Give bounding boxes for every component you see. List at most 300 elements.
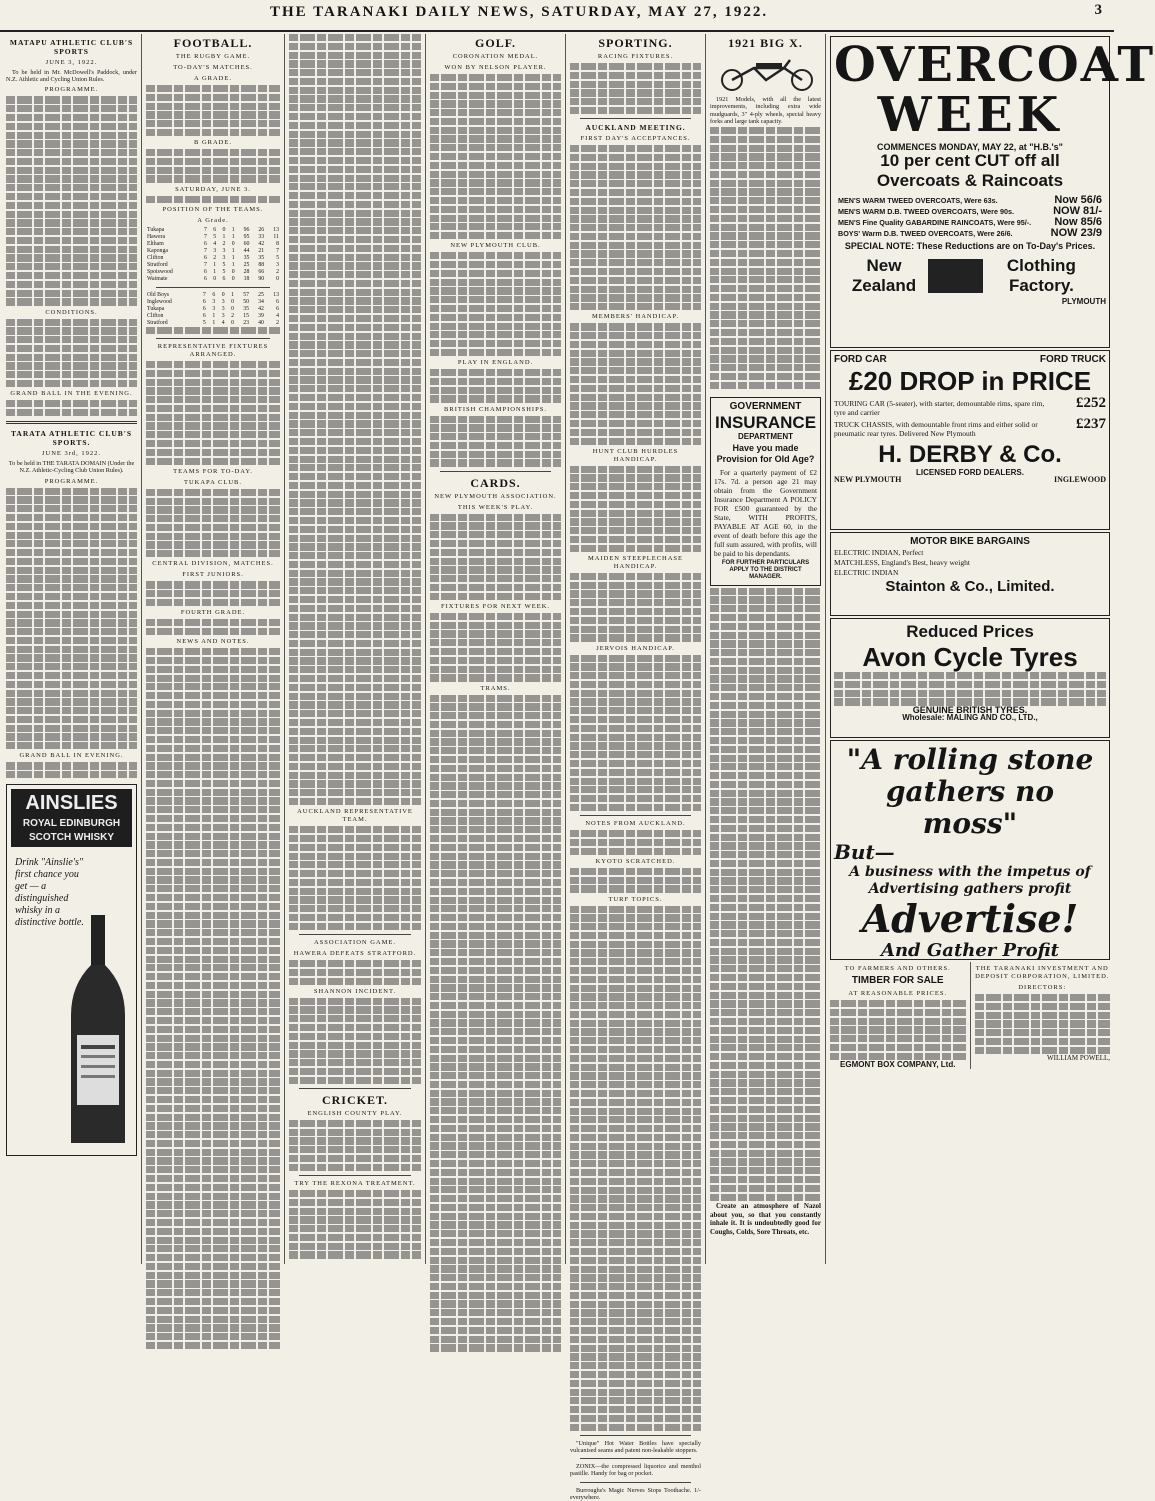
text-line [146, 94, 280, 101]
text-line [146, 1078, 280, 1085]
text-line [570, 707, 701, 714]
text-line [289, 960, 421, 967]
text-line [6, 254, 137, 261]
text-line [430, 1248, 561, 1255]
text-line [6, 698, 137, 705]
text-line [430, 451, 561, 458]
text-line [289, 183, 421, 190]
text-line [570, 923, 701, 930]
text-line [289, 1033, 421, 1040]
text-line [146, 727, 280, 734]
table-row: Tukapa 7 6 0 1 96 26 13 [147, 226, 279, 233]
text-line [570, 63, 701, 70]
this-weeks-play: THIS WEEK'S PLAY. [457, 503, 534, 511]
text-line [6, 690, 137, 697]
avon-cycle-tyres: Avon Cycle Tyres [862, 642, 1078, 672]
text-line [146, 929, 280, 936]
text-line [710, 658, 821, 665]
text-line [710, 268, 821, 275]
big-x-intro: 1921 Models, with all the latest improvements, including extra wide mudguards, 3" 4-ply wheels, special heavy forks and large tank capacity. [710, 96, 821, 125]
text-line [146, 1342, 280, 1349]
text-line [289, 420, 421, 427]
text-line [430, 162, 561, 169]
text-line [6, 246, 137, 253]
text-line [289, 1234, 421, 1241]
text-line [570, 420, 701, 427]
text-line [6, 619, 137, 626]
text-line [570, 698, 701, 705]
text-line [430, 416, 561, 423]
text-line [570, 1072, 701, 1079]
text-line [289, 763, 421, 770]
text-line [146, 912, 280, 919]
text-line [430, 575, 561, 582]
genuine-british: GENUINE BRITISH TYRES. [912, 705, 1028, 716]
text-line [710, 746, 821, 753]
text-line [710, 1053, 821, 1060]
text-line [430, 1327, 561, 1334]
text-line [570, 89, 701, 96]
text-line [289, 526, 421, 533]
text-line [570, 1064, 701, 1071]
cricket-heading: CRICKET. [321, 1092, 389, 1107]
text-line [146, 868, 280, 875]
text-line [289, 148, 421, 155]
text-line [570, 350, 701, 357]
text-line [289, 306, 421, 313]
text-line [289, 640, 421, 647]
text-line [710, 1062, 821, 1069]
text-line [430, 756, 561, 763]
text-line [146, 1263, 280, 1270]
text-line [146, 982, 280, 989]
text-line [975, 1003, 1111, 1010]
text-line [570, 1222, 701, 1229]
timber-ad [830, 962, 966, 1069]
text-line [289, 543, 421, 550]
derby-name: H. DERBY & Co. [878, 441, 1062, 468]
text-line [289, 798, 421, 805]
text-line [6, 558, 137, 565]
text-line [710, 755, 821, 762]
text-line [710, 145, 821, 152]
text-line [430, 1055, 561, 1062]
text-line [146, 947, 280, 954]
text-line [570, 510, 701, 517]
matapu-ball: GRAND BALL IN THE EVENING. [10, 390, 133, 398]
text-line [570, 341, 701, 348]
text-line [289, 1059, 421, 1066]
text-line [6, 637, 137, 644]
text-line [6, 611, 137, 618]
text-line [146, 692, 280, 699]
text-line [710, 1044, 821, 1051]
text-line [146, 1008, 280, 1015]
text-line [6, 654, 137, 661]
text-line [710, 816, 821, 823]
text-line [6, 298, 137, 305]
text-line [289, 826, 421, 833]
text-line [710, 790, 821, 797]
jervois-handicap: JERVOIS HANDICAP. [596, 644, 675, 652]
text-line [570, 778, 701, 785]
text-line [710, 197, 821, 204]
text-line [430, 296, 561, 303]
text-line [570, 655, 701, 662]
text-line [289, 888, 421, 895]
column-golf-cards [426, 34, 566, 1264]
maling-wholesale: Wholesale: MALING AND CO., LTD., [902, 713, 1038, 723]
text-line [710, 1009, 821, 1016]
text-line [710, 667, 821, 674]
text-line [430, 1186, 561, 1193]
text-line [6, 114, 137, 121]
text-line [570, 1327, 701, 1334]
column-sports-notices [2, 34, 142, 1264]
text-line [830, 1009, 966, 1016]
text-line [430, 1098, 561, 1105]
insurance-foot: FOR FURTHER PARTICULARS APPLY TO THE DISTRICT MANAGER. [721, 560, 810, 581]
text-line [430, 666, 561, 673]
text-line [430, 252, 561, 259]
text-line [430, 514, 561, 521]
text-line [289, 517, 421, 524]
text-line [146, 149, 280, 156]
text-line [570, 1239, 701, 1246]
text-line [6, 281, 137, 288]
text-line [430, 747, 561, 754]
text-line [146, 771, 280, 778]
text-line [570, 1406, 701, 1413]
but-word: But— [834, 840, 895, 864]
text-line [570, 474, 701, 481]
text-line [289, 166, 421, 173]
text-line [570, 72, 701, 79]
text-line [570, 215, 701, 222]
nazol-ad: Create an atmosphere of Nazol about you, so that you constantly inhale it. It is undoubtedly good for Coughs, Colds, Sore Throats, etc. [710, 1202, 821, 1236]
text-line [289, 998, 421, 1005]
text-line [6, 488, 137, 495]
text-line [430, 791, 561, 798]
text-line [710, 834, 821, 841]
text-line [289, 87, 421, 94]
text-line [570, 617, 701, 624]
text-line [570, 107, 701, 114]
text-line [6, 336, 137, 343]
text-line [289, 914, 421, 921]
text-line [430, 153, 561, 160]
text-line [430, 433, 561, 440]
text-line [570, 760, 701, 767]
text-line [6, 202, 137, 209]
text-line [430, 870, 561, 877]
text-line [570, 1318, 701, 1325]
text-line [289, 104, 421, 111]
text-line [570, 294, 701, 301]
text-line [289, 447, 421, 454]
text-line [289, 780, 421, 787]
text-line [289, 359, 421, 366]
text-line [570, 932, 701, 939]
column-big-x [706, 34, 826, 1264]
text-line [289, 456, 421, 463]
text-line [430, 1257, 561, 1264]
text-line [6, 237, 137, 244]
text-line [710, 1115, 821, 1122]
text-line [570, 958, 701, 965]
text-line [710, 338, 821, 345]
text-line [146, 718, 280, 725]
text-line [710, 180, 821, 187]
text-line [710, 127, 821, 134]
text-line [570, 1037, 701, 1044]
text-line [430, 179, 561, 186]
fourth-grade: FOURTH GRADE. [180, 609, 246, 617]
text-line [570, 198, 701, 205]
nz-clothing-row [834, 254, 1106, 298]
text-line [570, 545, 701, 552]
text-line [430, 639, 561, 646]
text-line [289, 60, 421, 67]
text-line [289, 192, 421, 199]
text-line [430, 879, 561, 886]
text-line [146, 745, 280, 752]
text-line [430, 782, 561, 789]
text-line [975, 1047, 1111, 1054]
text-line [289, 561, 421, 568]
text-line [289, 701, 421, 708]
text-line [6, 123, 137, 130]
text-line [430, 135, 561, 142]
text-line [570, 1169, 701, 1176]
tarata-programme: PROGRAMME. [44, 477, 99, 485]
text-line [430, 305, 561, 312]
matapu-conditions: CONDITIONS. [45, 308, 98, 316]
text-line [430, 932, 561, 939]
text-line [430, 215, 561, 222]
text-line [146, 414, 280, 421]
list-item: MATCHLESS, England's Best, heavy weight [834, 558, 970, 567]
text-line [430, 993, 561, 1000]
cards-heading: CARDS. [470, 475, 521, 490]
text-line [975, 994, 1111, 1001]
text-line [146, 648, 280, 655]
price-row: MEN'S WARM TWEED OVERCOATS, Were 63s. Now 56/6 [838, 194, 1102, 207]
saturday-june-3: SATURDAY, JUNE 3. [175, 185, 251, 193]
text-line [146, 1245, 280, 1252]
masthead-title: THE TARANAKI DAILY NEWS, SATURDAY, MAY 27, 1922. [270, 4, 769, 20]
text-line [570, 906, 701, 913]
text-line [570, 967, 701, 974]
text-line [6, 681, 137, 688]
text-line [146, 506, 280, 513]
tarata-date: JUNE 3rd, 1922. [41, 450, 102, 458]
text-line [830, 1018, 966, 1025]
text-line [289, 710, 421, 717]
price-list [838, 195, 1102, 239]
auckland-meeting: AUCKLAND MEETING. [585, 123, 686, 133]
ainslies-brand: AINSLIES [25, 792, 118, 815]
text-line [710, 215, 821, 222]
text-line [430, 83, 561, 90]
text-line [570, 985, 701, 992]
text-line [430, 1195, 561, 1202]
text-line [570, 716, 701, 723]
text-line [146, 628, 280, 635]
text-line [289, 754, 421, 761]
text-line [430, 923, 561, 930]
text-line [834, 672, 1106, 679]
text-line [146, 498, 280, 505]
text-line [430, 1125, 561, 1132]
text-line [430, 940, 561, 947]
text-line [430, 826, 561, 833]
bike-list [834, 548, 1106, 578]
text-line [570, 1230, 701, 1237]
text-line [710, 347, 821, 354]
text-line [289, 78, 421, 85]
text-line [146, 120, 280, 127]
text-line [6, 272, 137, 279]
matapu-date: JUNE 3, 1922. [45, 59, 98, 66]
text-line [289, 1129, 421, 1136]
text-line [430, 800, 561, 807]
text-line [289, 157, 421, 164]
text-line [430, 1178, 561, 1185]
text-line [570, 1397, 701, 1404]
page-number: 3 [1094, 2, 1102, 18]
text-line [6, 362, 137, 369]
text-line [146, 859, 280, 866]
text-line [430, 584, 561, 591]
text-line [289, 1006, 421, 1013]
text-line [6, 628, 137, 635]
text-line [289, 737, 421, 744]
text-line [430, 774, 561, 781]
text-line [146, 1272, 280, 1279]
text-line [146, 1254, 280, 1261]
text-line [6, 96, 137, 103]
text-line [289, 438, 421, 445]
text-line [6, 327, 137, 334]
text-line [430, 144, 561, 151]
text-line [146, 1324, 280, 1331]
text-line [6, 211, 137, 218]
text-line [570, 1371, 701, 1378]
text-line [710, 992, 821, 999]
text-line [430, 1169, 561, 1176]
reasonable-prices: AT REASONABLE PRICES. [848, 990, 948, 997]
text-line [146, 327, 280, 334]
text-line [430, 1283, 561, 1290]
ford-truck: FORD TRUCK [1039, 354, 1106, 365]
text-line [570, 402, 701, 409]
text-line [289, 218, 421, 225]
text-line [146, 387, 280, 394]
text-line [710, 948, 821, 955]
text-line [430, 1134, 561, 1141]
text-line [146, 876, 280, 883]
table-row: Stratford 7 1 5 1 25 88 3 [147, 261, 279, 268]
text-line [289, 245, 421, 252]
hawera-defeats-stratford: HAWERA DEFEATS STRATFORD. [293, 949, 417, 957]
text-line [710, 1036, 821, 1043]
text-line [710, 1000, 821, 1007]
text-line [710, 684, 821, 691]
text-line [146, 1114, 280, 1121]
directors: DIRECTORS: [1018, 984, 1067, 991]
text-line [710, 311, 821, 318]
text-line [570, 394, 701, 401]
zonix-ad: ZONIX—the compressed liquorice and menthol pastille. Handy for bag or pocket. [570, 1463, 701, 1478]
text-line [570, 769, 701, 776]
text-line [570, 1160, 701, 1167]
association-game: ASSOCIATION GAME. [313, 938, 396, 946]
text-line [289, 254, 421, 261]
text-line [570, 599, 701, 606]
text-line [430, 809, 561, 816]
text-line [6, 567, 137, 574]
text-line [430, 730, 561, 737]
table-row: Hawera 7 5 1 1 95 33 11 [147, 233, 279, 240]
text-line [289, 236, 421, 243]
text-line [146, 449, 280, 456]
text-line [430, 861, 561, 868]
text-line [430, 1081, 561, 1088]
text-line [430, 1309, 561, 1316]
text-line [146, 991, 280, 998]
tarata-heading: TARATA ATHLETIC CLUB'S SPORTS. [10, 429, 133, 448]
drop-in-price: £20 DROP in PRICE [848, 366, 1092, 396]
ainslies-tagline: Drink "Ainslie's" first chance you get — a distinguished whisky in a distinctive bottle. [15, 857, 84, 929]
text-line [430, 118, 561, 125]
text-line [570, 1099, 701, 1106]
text-line [146, 1131, 280, 1138]
text-line [289, 587, 421, 594]
text-line [570, 259, 701, 266]
text-line [710, 224, 821, 231]
matapu-intro: To be held in Mr. McDowell's Paddock, under N.Z. Athletic and Cycling Union Rules. [6, 69, 137, 84]
text-line [289, 473, 421, 480]
column-football-continued [285, 34, 426, 1264]
text-line [289, 482, 421, 489]
cut-line: 10 per cent CUT off all [880, 151, 1060, 171]
insurance-heading: INSURANCE [714, 412, 817, 432]
text-line [6, 409, 137, 416]
text-line [570, 1151, 701, 1158]
text-line [570, 1116, 701, 1123]
whisky-bottle-icon [67, 915, 129, 1145]
text-line [146, 894, 280, 901]
text-line [570, 795, 701, 802]
coats-line: Overcoats & Raincoats [876, 171, 1064, 191]
text-line [710, 250, 821, 257]
text-line [146, 1228, 280, 1235]
text-line [430, 630, 561, 637]
text-line [830, 1044, 966, 1051]
text-line [146, 885, 280, 892]
text-line [570, 742, 701, 749]
text-line [430, 765, 561, 772]
text-line [710, 1194, 821, 1201]
text-line [570, 438, 701, 445]
text-line [570, 690, 701, 697]
text-line [570, 376, 701, 383]
text-line [710, 329, 821, 336]
rexona-heading: TRY THE REXONA TREATMENT. [294, 1180, 416, 1187]
text-line [570, 1274, 701, 1281]
text-line [430, 100, 561, 107]
